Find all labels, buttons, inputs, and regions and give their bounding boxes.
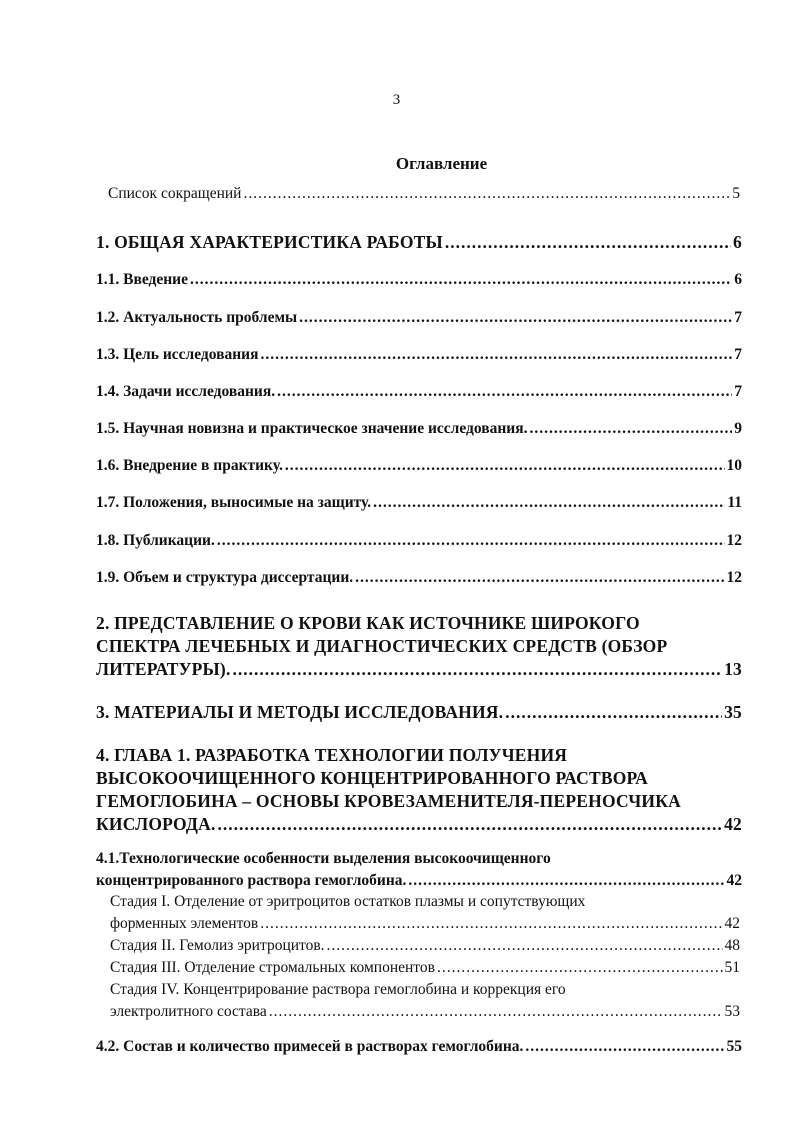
- dot-leader: [530, 418, 733, 440]
- toc-entry-1-2[interactable]: [96, 307, 742, 329]
- dot-leader: [269, 1001, 723, 1023]
- toc-entry-label: КИСЛОРОДА.: [96, 814, 216, 834]
- toc-entry-line: Стадия IV. Концентрирование раствора гемоглобина и коррекция его: [110, 981, 566, 998]
- dot-leader: [277, 381, 732, 403]
- dot-leader: [408, 870, 724, 892]
- toc-entry-page: 5: [732, 185, 740, 202]
- dot-leader: [525, 1036, 724, 1058]
- toc-entry-page: 35: [724, 702, 742, 722]
- toc-entry-line: 4.1.Технологические особенности выделения высокоочищенного: [96, 850, 551, 867]
- toc-entry-line: ГЕМОГЛОБИНА – ОСНОВЫ КРОВЕЗАМЕНИТЕЛЯ-ПЕРЕНОСЧИКА: [96, 791, 681, 811]
- toc-entry-line: ВЫСОКООЧИЩЕННОГО КОНЦЕНТРИРОВАННОГО РАСТВОРА: [96, 768, 648, 788]
- toc-entry-4-2[interactable]: [96, 1036, 742, 1058]
- dot-leader: [233, 658, 723, 681]
- toc-entry-section-2[interactable]: [96, 612, 742, 681]
- toc-entry-1-8[interactable]: [96, 530, 742, 552]
- dot-leader: [505, 701, 722, 724]
- dot-leader: [285, 455, 725, 477]
- toc-entry-label: 1.2. Актуальность проблемы: [96, 309, 298, 326]
- toc-entry-page: 7: [734, 346, 742, 363]
- toc-entry-label: форменных элементов: [110, 915, 259, 932]
- toc-entry-label: 1.1. Введение: [96, 271, 188, 288]
- toc-entry-label: 3. МАТЕРИАЛЫ И МЕТОДЫ ИССЛЕДОВАНИЯ.: [96, 702, 504, 722]
- toc-entry-section-1[interactable]: [96, 231, 742, 254]
- toc-entry-1-3[interactable]: [96, 344, 742, 366]
- dot-leader: [260, 913, 722, 935]
- toc-entry-page: 7: [734, 309, 742, 326]
- dot-leader: [327, 935, 723, 957]
- toc-entry-1-1[interactable]: [96, 269, 742, 291]
- toc-entry-stage-2[interactable]: [110, 935, 740, 957]
- toc-entry-label: 1.6. Внедрение в практику.: [96, 457, 283, 474]
- toc-entry-label: концентрированного раствора гемоглобина.: [96, 872, 407, 889]
- toc-entry-1-7[interactable]: [96, 492, 742, 514]
- toc-entry-label: ЛИТЕРАТУРЫ).: [96, 659, 231, 679]
- toc-entry-1-9[interactable]: [96, 567, 742, 589]
- toc-entry-label: Стадия II. Гемолиз эритроцитов.: [110, 937, 325, 954]
- toc-entry-page: 12: [726, 532, 742, 549]
- toc-entry-page: 53: [724, 1003, 740, 1020]
- toc-entry-label: 4.2. Состав и количество примесей в растворах гемоглобина.: [96, 1038, 524, 1055]
- toc-entry-label: Список сокращений: [108, 185, 242, 202]
- page-number: 3: [392, 92, 401, 108]
- toc-entry-stage-4[interactable]: [110, 979, 740, 1023]
- toc-entry-line: Стадия I. Отделение от эритроцитов остатков плазмы и сопутствующих: [110, 893, 586, 910]
- toc-entry-stage-3[interactable]: [110, 957, 740, 979]
- toc-entry-1-4[interactable]: [96, 381, 742, 403]
- toc-entry-label: 1.8. Публикации.: [96, 532, 215, 549]
- toc-entry-label: 1.9. Объем и структура диссертации.: [96, 569, 354, 586]
- toc-entry-page: 42: [726, 872, 742, 889]
- toc-title: Оглавление: [395, 154, 488, 173]
- toc-entry-page: 10: [726, 457, 742, 474]
- toc-entry-page: 42: [724, 814, 742, 834]
- toc-entry-page: 11: [727, 494, 742, 511]
- dot-leader: [355, 567, 724, 589]
- toc-entry-label: 1. ОБЩАЯ ХАРАКТЕРИСТИКА РАБОТЫ: [96, 232, 443, 252]
- toc-entry-label: 1.7. Положения, выносимые на защиту.: [96, 494, 372, 511]
- dot-leader: [190, 269, 732, 291]
- toc-entry-page: 48: [724, 937, 740, 954]
- dot-leader: [218, 813, 723, 836]
- dot-leader: [445, 231, 731, 254]
- toc-entry-page: 42: [724, 915, 740, 932]
- toc-entry-page: 6: [733, 232, 742, 252]
- toc-entry-1-6[interactable]: [96, 455, 742, 477]
- toc-entry-label: 1.3. Цель исследования: [96, 346, 259, 363]
- dot-leader: [217, 530, 725, 552]
- toc-entry-1-5[interactable]: [96, 418, 742, 440]
- dot-leader: [437, 957, 723, 979]
- toc-entry-line: 4. ГЛАВА 1. РАЗРАБОТКА ТЕХНОЛОГИИ ПОЛУЧЕНИЯ: [96, 745, 568, 765]
- toc-entry-page: 6: [734, 271, 742, 288]
- toc-entry-4-1[interactable]: [96, 848, 742, 892]
- dot-leader: [299, 307, 732, 329]
- toc-entry-label: электролитного состава: [110, 1003, 267, 1020]
- dot-leader: [260, 344, 732, 366]
- toc-entry-page: 7: [734, 383, 742, 400]
- dot-leader: [243, 183, 730, 205]
- toc-entry-page: 55: [726, 1038, 742, 1055]
- toc-entry-section-3[interactable]: [96, 701, 742, 724]
- toc-entry-page: 13: [724, 659, 742, 679]
- toc-entry-page: 9: [734, 420, 742, 437]
- toc-entry-page: 51: [724, 959, 740, 976]
- toc-entry-label: 1.5. Научная новизна и практическое значение исследования.: [96, 420, 528, 437]
- toc-entry-stage-1[interactable]: [110, 891, 740, 935]
- toc-entry-label: 1.4. Задачи исследования.: [96, 383, 276, 400]
- dot-leader: [373, 492, 725, 514]
- toc-entry-label: Стадия III. Отделение стромальных компонентов: [110, 959, 435, 976]
- toc-entry-abbreviations[interactable]: [108, 183, 740, 205]
- toc-entry-section-4[interactable]: [96, 744, 742, 836]
- toc-entry-line: СПЕКТРА ЛЕЧЕБНЫХ И ДИАГНОСТИЧЕСКИХ СРЕДСТВ (ОБЗОР: [96, 636, 668, 656]
- toc-entry-line: 2. ПРЕДСТАВЛЕНИЕ О КРОВИ КАК ИСТОЧНИКЕ ШИРОКОГО: [96, 613, 640, 633]
- toc-entry-page: 12: [726, 569, 742, 586]
